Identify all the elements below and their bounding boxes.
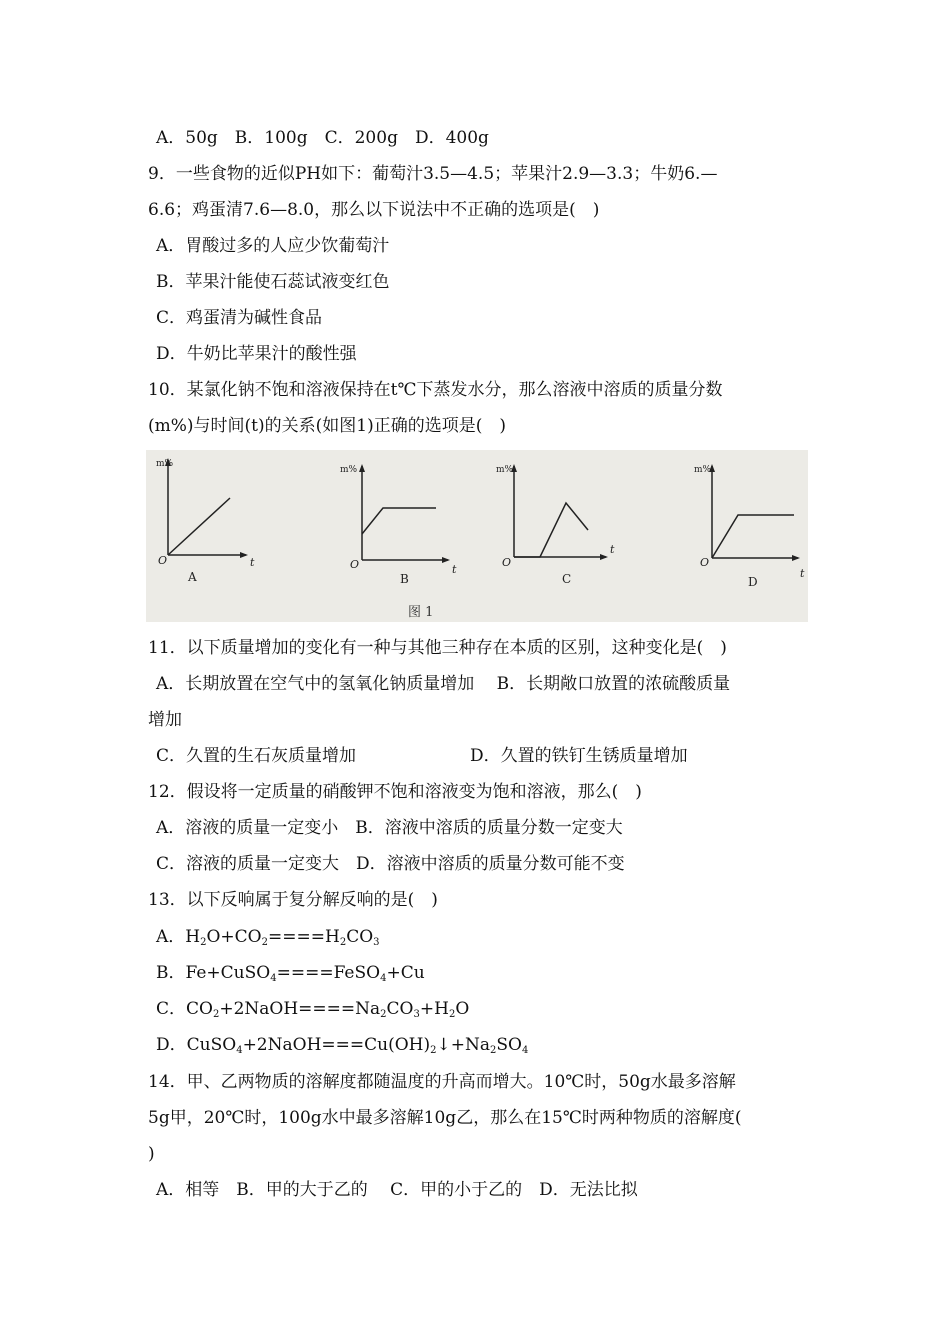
graph-d-curve bbox=[712, 515, 794, 558]
q11-option-c: C．久置的生石灰质量增加 bbox=[156, 746, 357, 766]
graph-c-ylabel: m% bbox=[496, 465, 514, 475]
graph-a-origin: O bbox=[158, 554, 168, 567]
q11-options-ab: A．长期放置在空气中的氢氧化钠质量增加 B．长期敞口放置的浓硫酸质量 bbox=[156, 674, 731, 694]
graph-b-curve bbox=[362, 508, 436, 534]
graph-c-curve bbox=[514, 503, 588, 557]
q13-stem: 13．以下反响属于复分解反响的是( ) bbox=[148, 890, 438, 910]
q9-option-d: D．牛奶比苹果汁的酸性强 bbox=[156, 344, 357, 364]
q9-option-b: B．苹果汁能使石蕊试液变红色 bbox=[156, 272, 390, 292]
graph-d-label: D bbox=[748, 575, 758, 589]
q12-stem: 12．假设将一定质量的硝酸钾不饱和溶液变为饱和溶液，那么( ) bbox=[148, 782, 642, 802]
graph-b-origin: O bbox=[350, 558, 360, 571]
figure-caption: 图 1 bbox=[408, 605, 434, 620]
q9-stem-line1: 9．一些食物的近似PH如下：葡萄汁3.5—4.5；苹果汁2.9—3.3；牛奶6.— bbox=[148, 164, 718, 184]
graph-c-xlabel: t bbox=[610, 543, 615, 556]
graph-c-label: C bbox=[562, 572, 572, 586]
q9-stem-line2: 6.6；鸡蛋清7.6—8.0，那么以下说法中不正确的选项是( ) bbox=[148, 200, 600, 220]
graph-d bbox=[694, 464, 805, 589]
graph-d-ylabel: m% bbox=[694, 465, 712, 475]
graph-b-xlabel: t bbox=[452, 563, 457, 576]
q11-options-ab-cont: 增加 bbox=[148, 710, 182, 730]
graph-a bbox=[156, 458, 255, 584]
graph-a-xlabel: t bbox=[250, 556, 255, 569]
graph-a-label: A bbox=[188, 570, 197, 584]
q12-options-ab: A．溶液的质量一定变小 B．溶液中溶质的质量分数一定变大 bbox=[156, 818, 623, 838]
graph-b bbox=[340, 464, 457, 586]
q9-option-c: C．鸡蛋清为碱性食品 bbox=[156, 308, 323, 328]
graph-b-ylabel: m% bbox=[340, 465, 358, 475]
graph-a-curve bbox=[168, 498, 230, 555]
q13-option-d: D．$CuSO_4+2NaOH===Cu(OH)_2↓+Na_2SO_4$ bbox=[156, 1035, 529, 1056]
q12-options-cd: C．溶液的质量一定变大 D．溶液中溶质的质量分数可能不变 bbox=[156, 854, 625, 874]
graph-c-origin: O bbox=[502, 556, 512, 569]
graph-a-ylabel: m% bbox=[156, 459, 174, 469]
q8-options: A．50g B．100g C．200g D．400g bbox=[156, 128, 489, 148]
graph-b-label: B bbox=[400, 572, 409, 586]
q9-option-a: A．胃酸过多的人应少饮葡萄汁 bbox=[156, 236, 390, 256]
q13-option-b: B．Fe+CuSO$_4$====FeSO$_4$+Cu bbox=[156, 963, 425, 984]
q11-option-d: D．久置的铁钉生锈质量增加 bbox=[470, 746, 688, 766]
graph-d-origin: O bbox=[700, 556, 710, 569]
q11-stem: 11．以下质量增加的变化有一种与其他三种存在本质的区别，这种变化是( ) bbox=[148, 638, 727, 658]
q14-stem-line1: 14．甲、乙两物质的溶解度都随温度的升高而增大。10℃时，50g水最多溶解 bbox=[148, 1072, 736, 1092]
q14-stem-line3: ) bbox=[148, 1144, 155, 1164]
figure-1 bbox=[146, 450, 808, 622]
graph-d-xlabel: t bbox=[800, 567, 805, 580]
q10-stem-line1: 10．某氯化钠不饱和溶液保持在t℃下蒸发水分，那么溶液中溶质的质量分数 bbox=[148, 380, 723, 400]
q13-option-a: A．$H_2O+CO_2====H_2CO_3$ bbox=[156, 927, 380, 948]
q13-option-c: C．$CO_2+2NaOH====Na_2CO_3+H_2O$ bbox=[156, 999, 470, 1020]
q14-options: A．相等 B．甲的大于乙的 C．甲的小于乙的 D．无法比拟 bbox=[156, 1180, 638, 1200]
q14-stem-line2: 5g甲，20℃时，100g水中最多溶解10g乙，那么在15℃时两种物质的溶解度( bbox=[148, 1108, 742, 1128]
graph-c bbox=[496, 464, 615, 586]
q10-stem-line2: (m%)与时间(t)的关系(如图1)正确的选项是( ) bbox=[148, 416, 506, 436]
